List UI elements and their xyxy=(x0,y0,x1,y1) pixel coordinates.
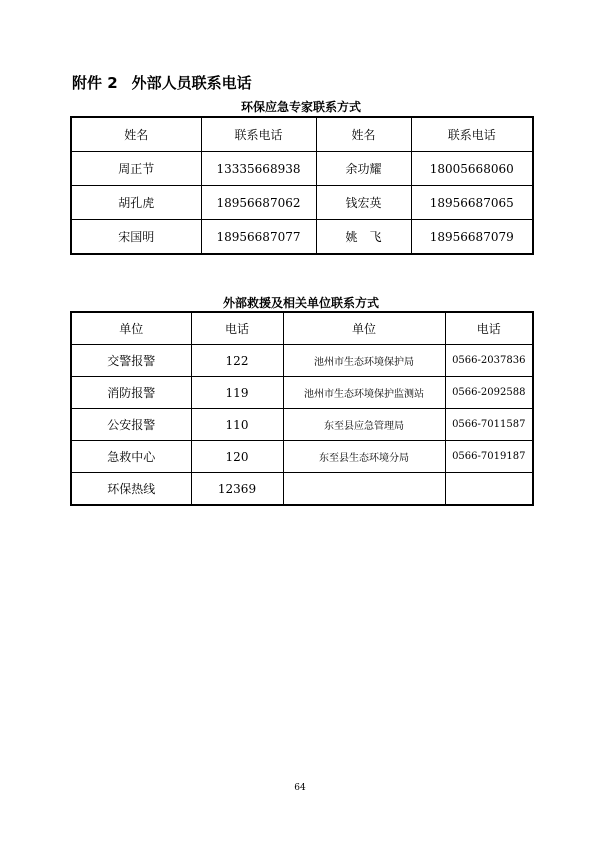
agency-name: 东至县生态环境分局 xyxy=(283,441,445,473)
expert-name: 姚 飞 xyxy=(316,220,411,255)
expert-phone: 18956687065 xyxy=(411,186,533,220)
header-cell: 联系电话 xyxy=(201,117,316,152)
header-cell: 电话 xyxy=(445,312,533,345)
agency-phone: 0566-7011587 xyxy=(445,409,533,441)
agency-name: 环保热线 xyxy=(71,473,191,506)
expert-name: 宋国明 xyxy=(71,220,201,255)
agency-phone: 120 xyxy=(191,441,283,473)
agencies-table-caption: 外部救援及相关单位联系方式 xyxy=(222,296,379,310)
attachment-label: 附件 2 xyxy=(72,74,118,92)
agency-name: 池州市生态环境保护监测站 xyxy=(283,377,445,409)
expert-name: 胡孔虎 xyxy=(71,186,201,220)
table-row xyxy=(71,220,533,255)
agency-name: 消防报警 xyxy=(71,377,191,409)
agency-name: 急救中心 xyxy=(71,441,191,473)
expert-phone: 18956687079 xyxy=(411,220,533,255)
expert-phone: 18956687062 xyxy=(201,186,316,220)
agency-name: 公安报警 xyxy=(71,409,191,441)
table-row xyxy=(71,345,533,377)
header-cell: 电话 xyxy=(191,312,283,345)
agency-name: 东至县应急管理局 xyxy=(283,409,445,441)
experts-table-caption: 环保应急专家联系方式 xyxy=(240,100,361,114)
table-row xyxy=(71,152,533,186)
attachment-title: 外部人员联系电话 xyxy=(131,74,252,92)
table-row xyxy=(71,473,533,506)
agency-phone: 122 xyxy=(191,345,283,377)
agency-phone: 119 xyxy=(191,377,283,409)
agencies-table xyxy=(70,311,534,506)
table-header-row xyxy=(71,117,533,152)
experts-table xyxy=(70,116,534,255)
agency-phone: 0566-2037836 xyxy=(445,345,533,377)
header-cell: 联系电话 xyxy=(411,117,533,152)
expert-name: 周正节 xyxy=(71,152,201,186)
expert-phone: 18005668060 xyxy=(411,152,533,186)
agency-phone: 12369 xyxy=(191,473,283,506)
agency-phone: 0566-2092588 xyxy=(445,377,533,409)
expert-name: 钱宏英 xyxy=(316,186,411,220)
expert-phone: 13335668938 xyxy=(201,152,316,186)
table-row xyxy=(71,186,533,220)
header-cell: 姓名 xyxy=(316,117,411,152)
header-cell: 单位 xyxy=(71,312,191,345)
agency-phone: 0566-7019187 xyxy=(445,441,533,473)
table-header-row xyxy=(71,312,533,345)
header-cell: 姓名 xyxy=(71,117,201,152)
table-row xyxy=(71,409,533,441)
agency-phone xyxy=(445,473,533,506)
agency-name xyxy=(283,473,445,506)
expert-name: 余功耀 xyxy=(316,152,411,186)
agency-name: 池州市生态环境保护局 xyxy=(283,345,445,377)
page-number: 64 xyxy=(294,783,306,793)
header-cell: 单位 xyxy=(283,312,445,345)
agency-phone: 110 xyxy=(191,409,283,441)
table-row xyxy=(71,441,533,473)
agency-name: 交警报警 xyxy=(71,345,191,377)
expert-phone: 18956687077 xyxy=(201,220,316,255)
table-row xyxy=(71,377,533,409)
attachment-heading xyxy=(72,72,252,93)
